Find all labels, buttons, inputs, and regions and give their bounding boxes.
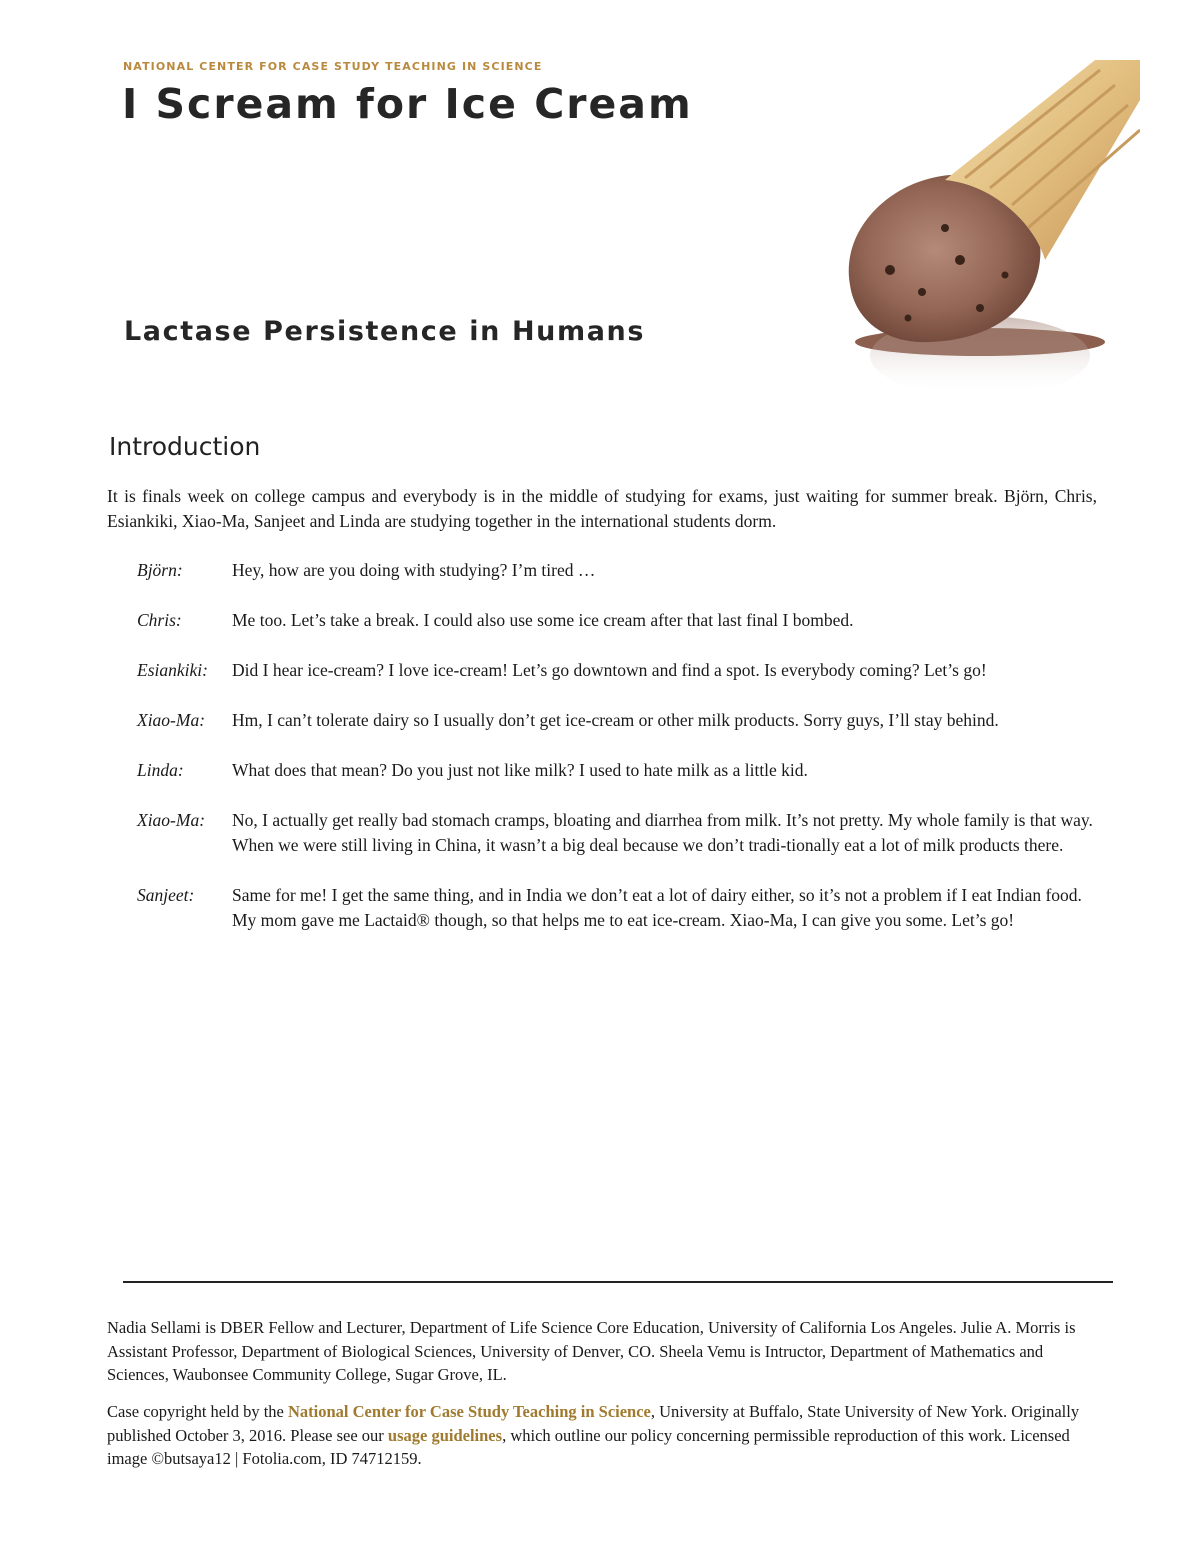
speaker-name: Sanjeet: [137, 885, 195, 905]
speaker-text: Hey, how are you doing with studying? I’m tired … [232, 560, 596, 580]
author-affiliations: Nadia Sellami is DBER Fellow and Lecturer, Department of Life Science Core Education, University of California Los Angeles. Julie A. Morris is Assistant Professor, Department of Biological Sciences, University of Denver, CO. Sheela Vemu is Intructor, Department of Mathematics and Sciences, Waubonsee Community College, Sugar Grove, IL. [107, 1318, 1076, 1384]
copyright-text-pre: Case copyright held by the [107, 1402, 289, 1421]
speaker-text: Hm, I can’t tolerate dairy so I usually don’t get ice-cream or other milk products. Sorry guys, I’ll stay behind. [232, 710, 999, 730]
speaker-name: Björn: [137, 560, 183, 580]
center-name: NATIONAL CENTER FOR CASE STUDY TEACHING IN SCIENCE [123, 60, 543, 73]
copyright-text-post: , which outline our policy concerning permissible reproduction of this work. Licensed image ©butsaya12 | Fotolia.com, ID 74712159. [107, 1425, 1070, 1468]
usage-guidelines-link[interactable]: usage guidelines [387, 1425, 503, 1445]
speaker-name: Xiao-Ma: [137, 810, 206, 830]
dialogue-line [137, 708, 1097, 733]
dialogue-line [137, 608, 1097, 633]
copyright-text-mid: , University at Buffalo, State University of New York. Originally published October 3, 2016. Please see our [107, 1402, 1080, 1445]
footer-divider [123, 1281, 1113, 1283]
speaker-text: What does that mean? Do you just not like milk? I used to hate milk as a little kid. [232, 760, 808, 780]
speaker-text: Same for me! I get the same thing, and in India we don’t eat a lot of dairy either, so it’s not a problem if I eat Indian food. My mom gave me Lactaid® though, so that helps me to eat ice-cream. Xiao-Ma, I can give you some. Let’s go! [232, 885, 1082, 930]
intro-paragraph: It is finals week on college campus and everybody is in the middle of studying for exams, just waiting for summer break. Björn, Chris, Esiankiki, Xiao-Ma, Sanjeet and Linda are studying together in the international students dorm. [107, 486, 1097, 531]
ice-cream-cone-image [830, 60, 1140, 405]
ncc-link[interactable]: National Center for Case Study Teaching in Science [288, 1402, 651, 1421]
speaker-name: Xiao-Ma: [137, 710, 206, 730]
subtitle-clip [124, 312, 830, 352]
speaker-text: No, I actually get really bad stomach cramps, bloating and diarrhea from milk. It’s not pretty. My whole family is that way. When we were still living in China, it wasn’t a big deal because we don’t tradi-tionally eat a lot of milk products there. [232, 810, 1093, 855]
introduction-heading: Introduction [109, 432, 261, 461]
copyright-notice [107, 1400, 1097, 1471]
speaker-name: Chris: [137, 610, 182, 630]
dialogue-line [137, 883, 1097, 933]
dialogue-line [137, 758, 1097, 783]
dialogue-line [137, 658, 1097, 683]
dialogue-line [137, 558, 1097, 583]
speaker-name: Linda: [137, 760, 184, 780]
case-title: I Scream for Ice Cream [122, 80, 693, 128]
dialogue-line [137, 808, 1097, 858]
dialogue [137, 558, 1097, 958]
speaker-text: Did I hear ice-cream? I love ice-cream! Let’s go downtown and find a spot. Is everybody coming? Let’s go! [232, 660, 987, 680]
case-subtitle: Lactase Persistence in Humans [124, 316, 646, 347]
speaker-name: Esiankiki: [137, 660, 208, 680]
speaker-text: Me too. Let’s take a break. I could also use some ice cream after that last final I bombed. [232, 610, 854, 630]
title-clip [122, 76, 830, 132]
